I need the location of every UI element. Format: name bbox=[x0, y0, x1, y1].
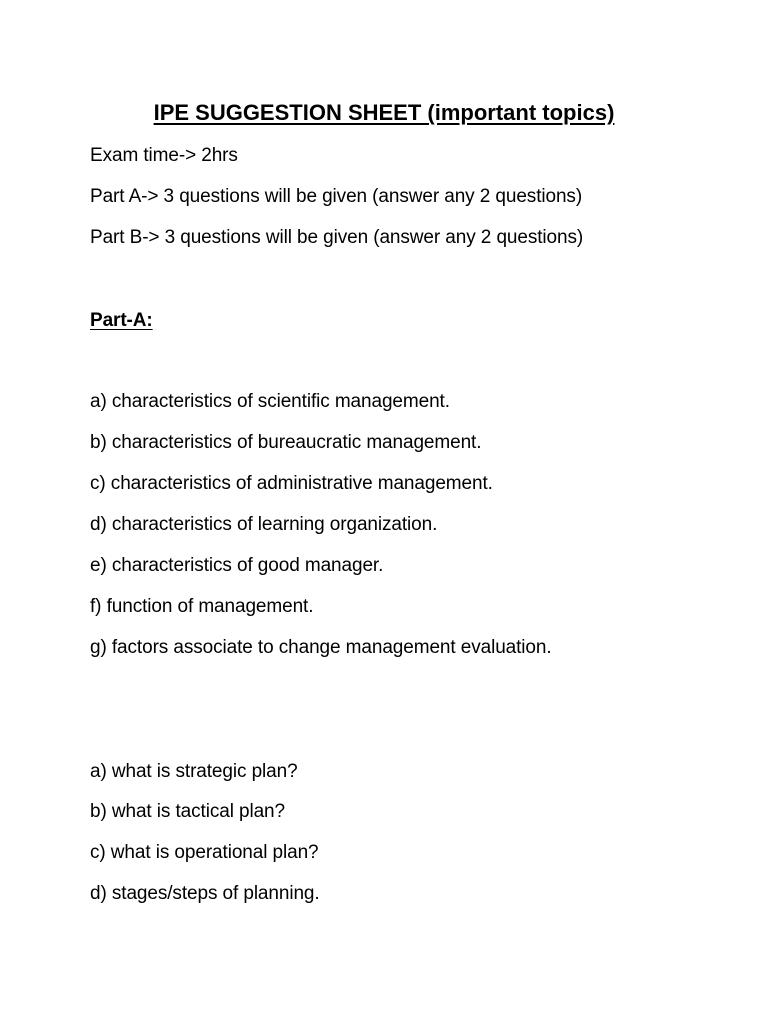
part-a-item: e) characteristics of good manager. bbox=[90, 555, 384, 576]
part-a-item: d) characteristics of learning organization. bbox=[90, 514, 438, 535]
planning-item: c) what is operational plan? bbox=[90, 842, 319, 863]
part-a-item: g) factors associate to change management evaluation. bbox=[90, 637, 552, 658]
part-a-info-line: Part A-> 3 questions will be given (answer any 2 questions) bbox=[90, 186, 583, 207]
part-a-heading: Part-A: bbox=[90, 310, 153, 331]
page-title: IPE SUGGESTION SHEET (important topics) bbox=[153, 100, 615, 125]
planning-item: a) what is strategic plan? bbox=[90, 761, 298, 782]
planning-item: b) what is tactical plan? bbox=[90, 801, 285, 822]
part-a-item: a) characteristics of scientific management. bbox=[90, 391, 450, 412]
part-a-item: f) function of management. bbox=[90, 596, 314, 617]
part-a-item: b) characteristics of bureaucratic management. bbox=[90, 432, 482, 453]
part-b-info-line: Part B-> 3 questions will be given (answer any 2 questions) bbox=[90, 227, 584, 248]
planning-item: d) stages/steps of planning. bbox=[90, 883, 320, 904]
exam-time-line: Exam time-> 2hrs bbox=[90, 145, 238, 166]
part-a-item: c) characteristics of administrative management. bbox=[90, 473, 493, 494]
